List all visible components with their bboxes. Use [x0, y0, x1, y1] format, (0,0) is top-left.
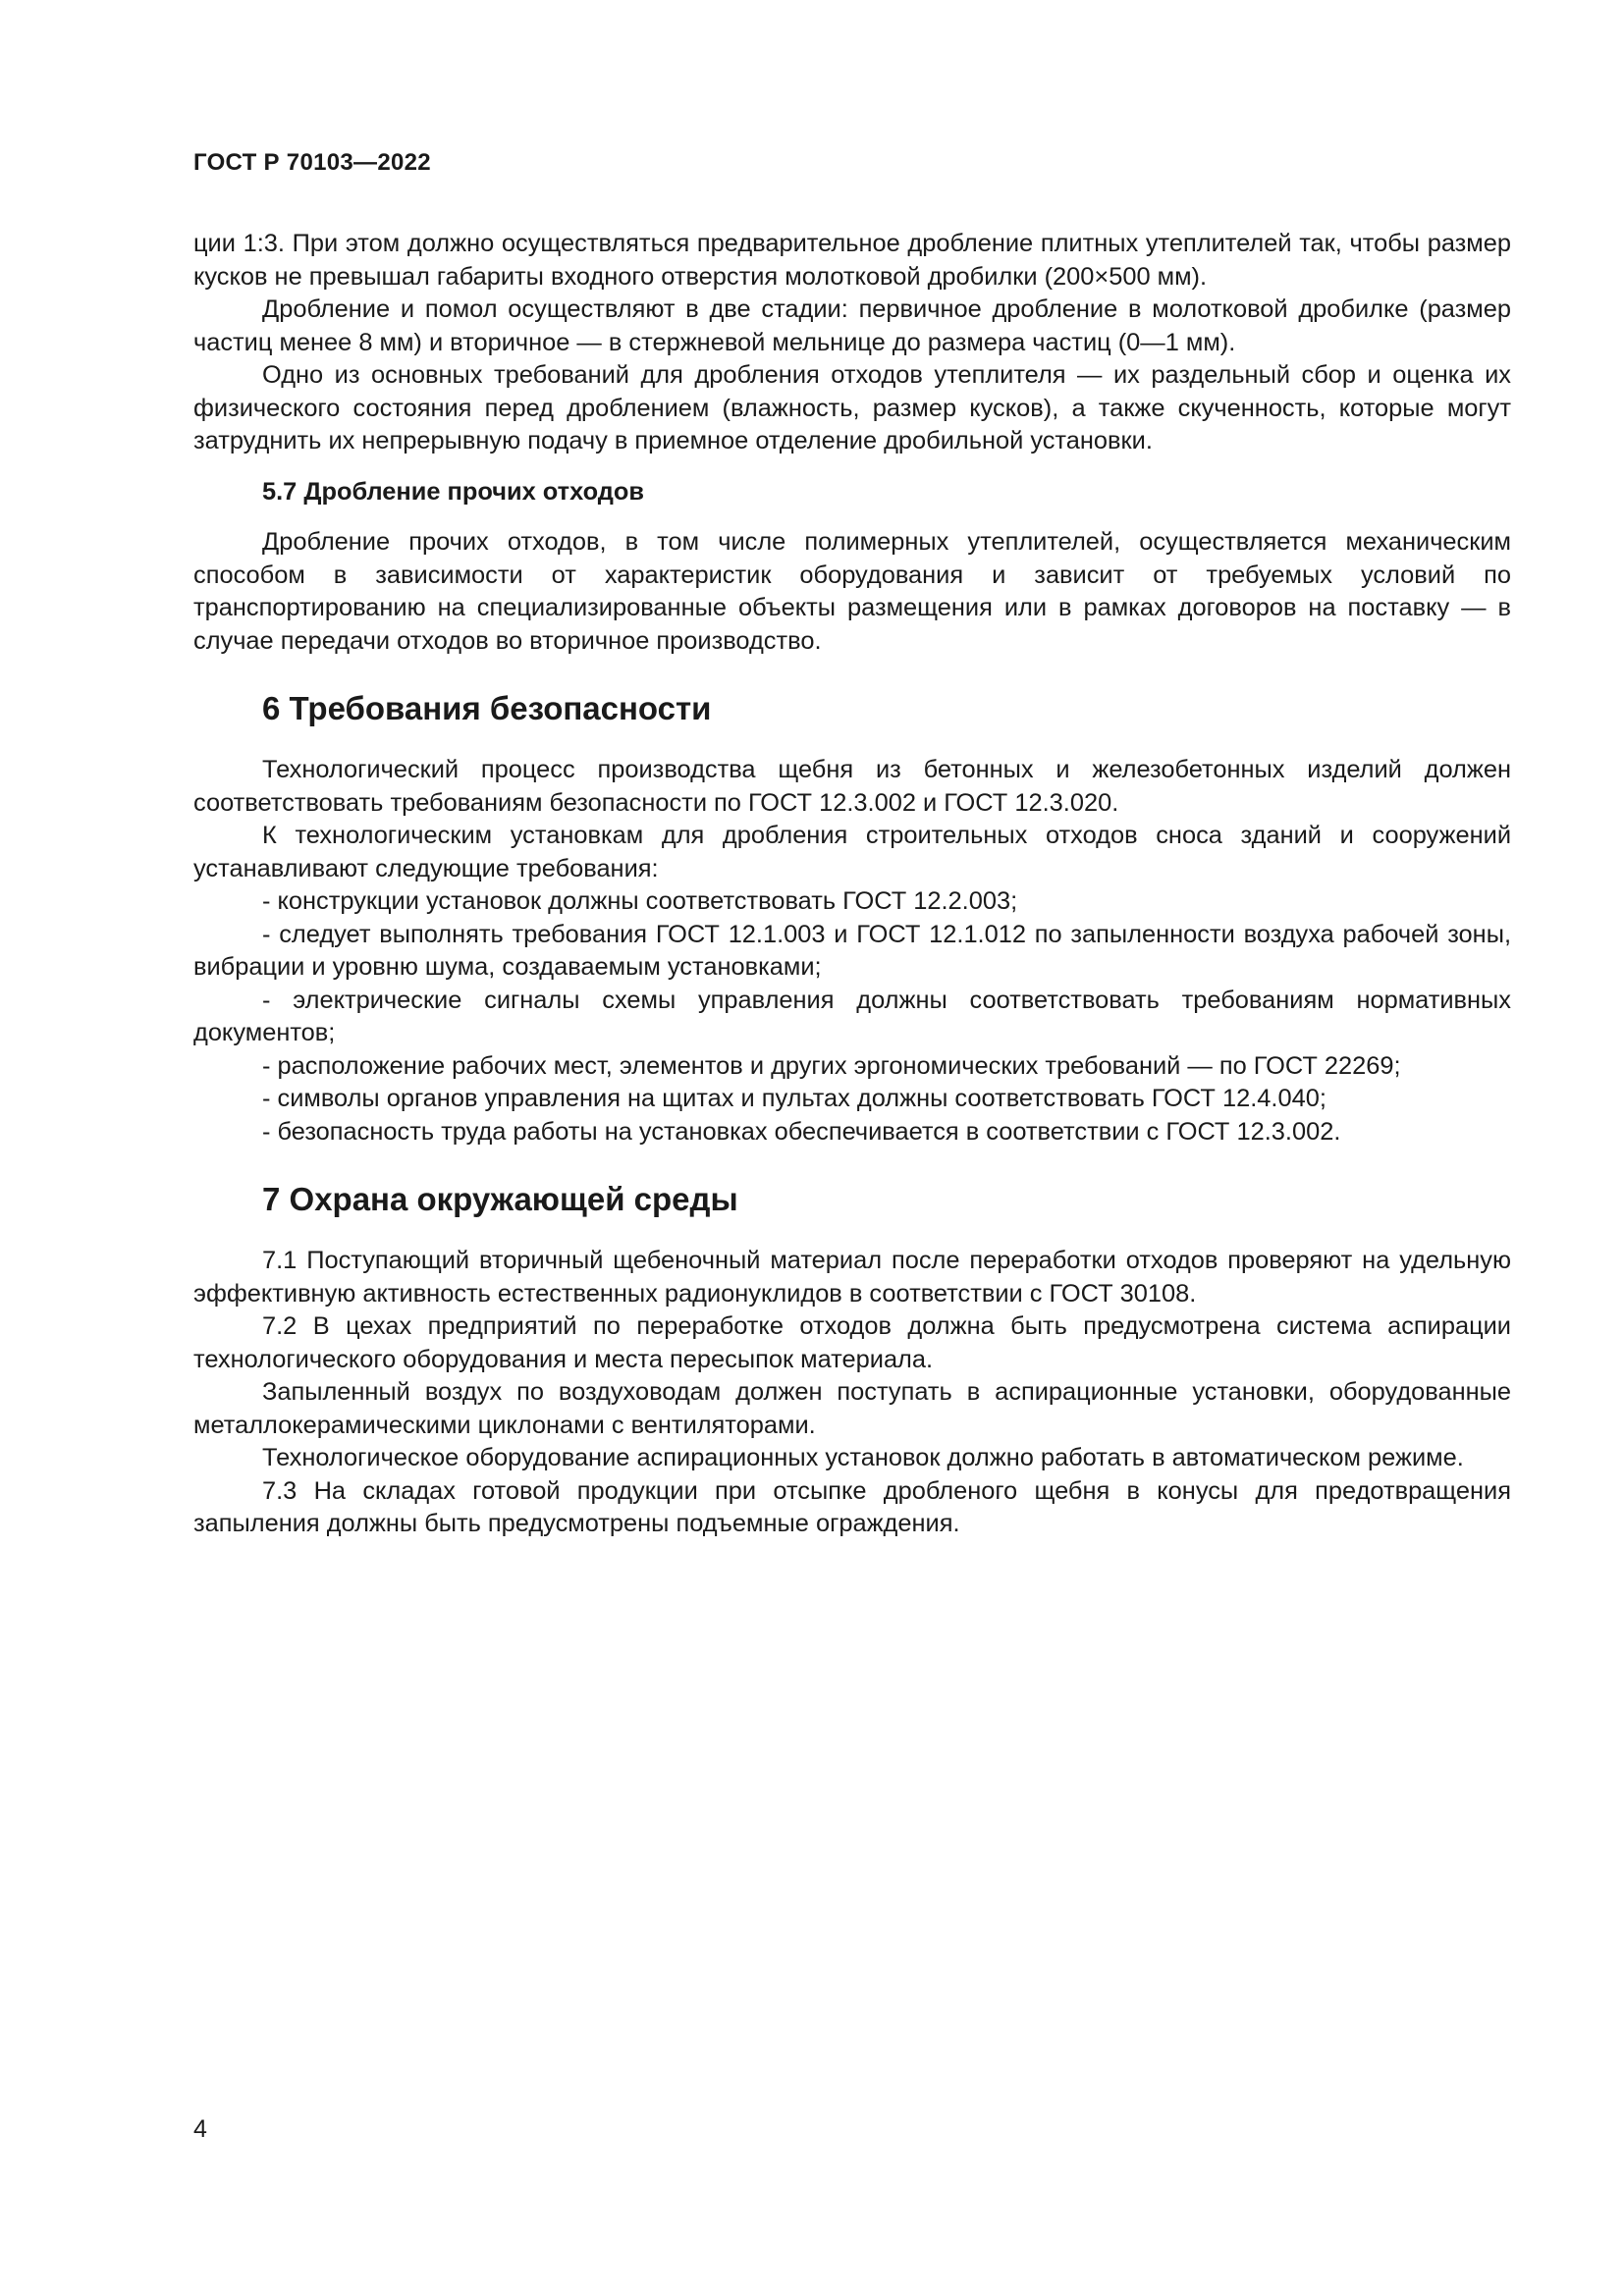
document-id-header: ГОСТ Р 70103—2022	[193, 149, 431, 176]
paragraph: ции 1:3. При этом должно осуществляться предварительное дробление плитных утеплителей так, чтобы размер кусков не превышал габариты входного отверстия молотковой дробилки (200×500 мм).	[193, 230, 1511, 291]
paragraph: 7.2 В цехах предприятий по переработке отходов должна быть предусмотрена система аспирации технологического оборудования и места пересыпок материала.	[193, 1312, 1511, 1373]
list-item: - расположение рабочих мест, элементов и других эргономических требований — по ГОСТ 22269;	[262, 1051, 1401, 1080]
section-5-7	[193, 476, 1511, 659]
list-item: - безопасность труда работы на установках обеспечивается в соответствии с ГОСТ 12.3.002.	[262, 1117, 1341, 1146]
document-body	[193, 228, 1511, 1541]
paragraph: 7.1 Поступающий вторичный щебеночный материал после переработки отходов проверяют на удельную эффективную активность естественных радионуклидов в соответствии с ГОСТ 30108.	[193, 1247, 1511, 1308]
paragraph: Дробление и помол осуществляют в две стадии: первичное дробление в молотковой дробилке (размер частиц менее 8 мм) и вторичное — в стержневой мельнице до размера частиц (0—1 мм).	[193, 295, 1511, 356]
section-6	[193, 689, 1511, 1148]
section-7	[193, 1180, 1511, 1541]
list-item: - символы органов управления на щитах и пультах должны соответствовать ГОСТ 12.4.040;	[262, 1085, 1326, 1112]
section-heading: 7 Охрана окружающей среды	[262, 1181, 738, 1217]
list-item: - электрические сигналы схемы управления должны соответствовать требованиям нормативных документов;	[193, 986, 1511, 1046]
paragraph: Одно из основных требований для дробления отходов утеплителя — их раздельный сбор и оценка их физического состояния перед дроблением (влажность, размер кусков), а также скученность, которые могут затруднить их непрерывную подачу в приемное отделение дробильной установки.	[193, 361, 1511, 454]
paragraph: Запыленный воздух по воздуховодам должен поступать в аспирационные установки, оборудованные металлокерамическими циклонами с вентиляторами.	[193, 1378, 1511, 1439]
list-item: - следует выполнять требования ГОСТ 12.1.003 и ГОСТ 12.1.012 по запыленности воздуха рабочей зоны, вибрации и уровню шума, создаваемым установками;	[193, 920, 1511, 981]
paragraph: Дробление прочих отходов, в том числе полимерных утеплителей, осуществляется механическим способом в зависимости от характеристик оборудования и зависит от требуемых условий по транспортированию на специализированные объекты размещения или в рамках договоров на поставку — в случае передачи отходов во вторичное производство.	[193, 528, 1511, 655]
paragraph: Технологическое оборудование аспирационных установок должно работать в автоматическом режиме.	[262, 1444, 1464, 1471]
page-number: 4	[193, 2115, 207, 2143]
paragraph: Технологический процесс производства щебня из бетонных и железобетонных изделий должен соответствовать требованиям безопасности по ГОСТ 12.3.002 и ГОСТ 12.3.020.	[193, 756, 1511, 817]
subsection-heading: 5.7 Дробление прочих отходов	[262, 477, 645, 506]
intro-text	[193, 228, 1511, 458]
paragraph: 7.3 На складах готовой продукции при отсыпке дробленого щебня в конусы для предотвращения запыления должны быть предусмотрены подъемные ограждения.	[193, 1476, 1511, 1537]
section-heading: 6 Требования безопасности	[262, 690, 712, 726]
list-item: - конструкции установок должны соответствовать ГОСТ 12.2.003;	[262, 887, 1018, 915]
paragraph: К технологическим установкам для дробления строительных отходов сноса зданий и сооружений устанавливают следующие требования:	[193, 822, 1511, 882]
